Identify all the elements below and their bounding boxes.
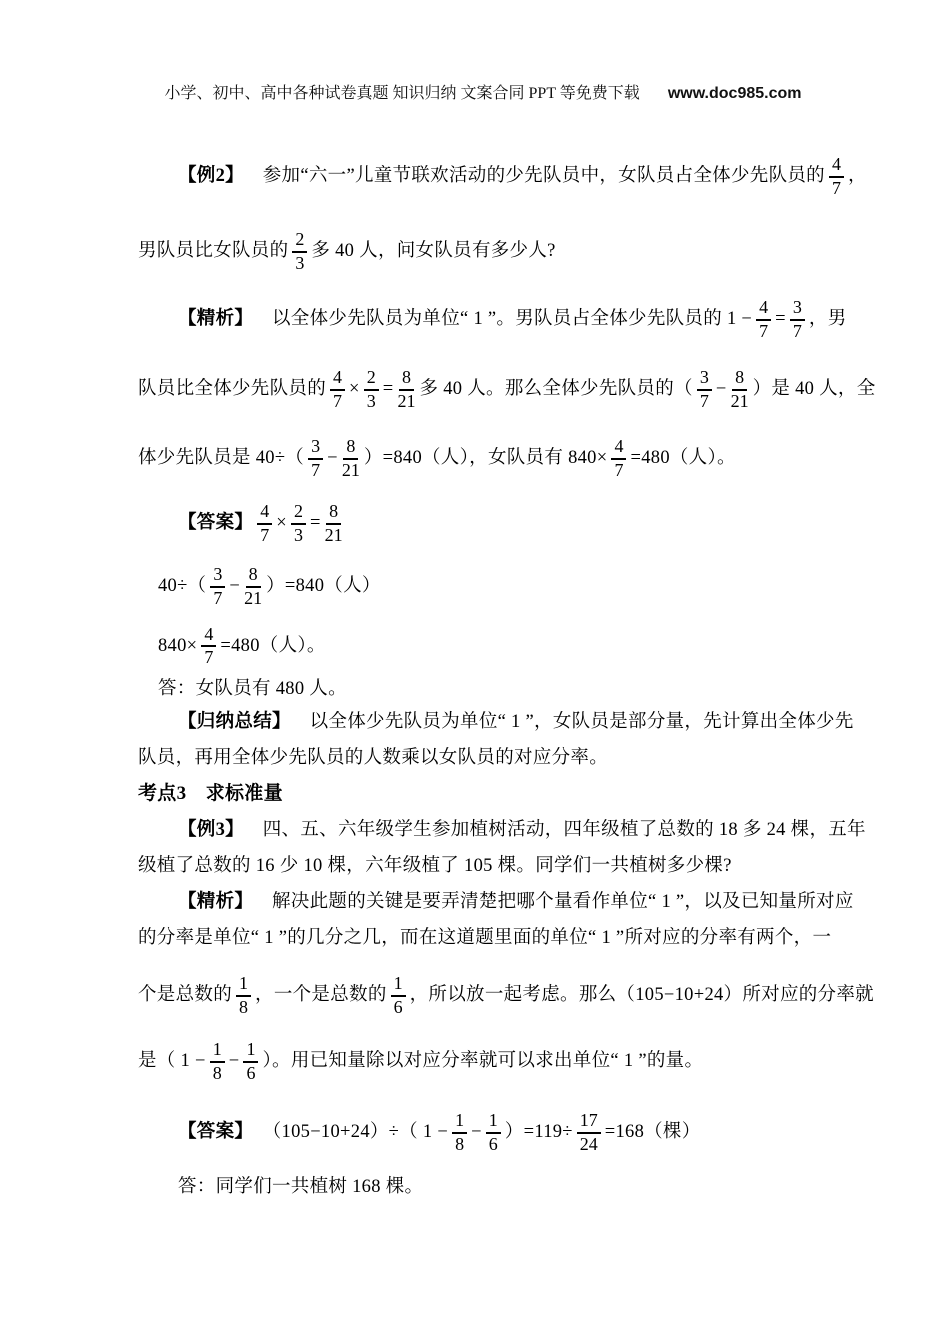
fraction-denominator: 7 <box>204 647 214 667</box>
fraction-numerator: 8 <box>343 437 358 459</box>
fraction-numerator: 3 <box>210 565 225 587</box>
fraction-denominator: 3 <box>295 252 305 273</box>
fraction <box>201 625 216 668</box>
fraction-numerator: 3 <box>308 437 323 459</box>
text-run: 的分率是单位“ 1 ”的几分之几，而在这道题里面的单位“ 1 ”所对应的分率有两个，一 <box>138 927 832 948</box>
example3-question-line1 <box>138 812 866 848</box>
text-run: =168（棵） <box>604 1122 701 1143</box>
fraction-denominator: 24 <box>579 1133 598 1154</box>
fraction-denominator: 21 <box>730 390 749 411</box>
text-run: − <box>715 379 727 400</box>
text-run: 840× <box>158 635 198 656</box>
fraction <box>210 1040 225 1083</box>
fraction-numerator: 4 <box>201 625 216 647</box>
fraction-denominator: 6 <box>393 996 403 1017</box>
example2-answer-line3 <box>138 618 855 674</box>
fraction-denominator: 8 <box>239 996 249 1017</box>
fraction-numerator: 4 <box>257 502 272 524</box>
fraction <box>244 565 262 608</box>
fraction-denominator: 7 <box>260 524 270 545</box>
bold-label: 【答案】 <box>178 1122 254 1143</box>
example2-answer-line2 <box>138 555 855 618</box>
text-run: − <box>228 1051 240 1072</box>
fraction <box>611 437 626 480</box>
text-run: ）=119÷ <box>504 1122 573 1143</box>
text-run: = <box>309 513 321 534</box>
fraction <box>697 368 712 411</box>
fraction-denominator: 21 <box>324 524 343 545</box>
bold-label: 考点3 求标准量 <box>138 782 283 804</box>
fraction <box>257 502 272 545</box>
text-run: ，所以放一起考虑。那么（105−10+24）所对应的分率就 <box>409 985 874 1006</box>
fraction-numerator: 1 <box>210 1040 225 1062</box>
fraction <box>790 298 805 341</box>
example2-analysis-line2 <box>138 358 876 421</box>
fraction-denominator: 7 <box>699 390 709 411</box>
bold-label: 【例3】 <box>178 819 244 840</box>
example3-analysis-line2 <box>138 920 855 956</box>
site-url: www.doc985.com <box>667 85 802 102</box>
text-run: 以全体少先队员为单位“ 1 ”，女队员是部分量，先计算出全体少先 <box>290 711 854 732</box>
fraction-numerator: 8 <box>732 368 747 390</box>
fraction <box>731 368 749 411</box>
example2-analysis-line1 <box>138 288 855 351</box>
fraction-numerator: 8 <box>246 565 261 587</box>
fraction-denominator: 8 <box>455 1133 465 1154</box>
text-run: ，一个是总数的 <box>255 985 387 1006</box>
fraction <box>452 1111 467 1154</box>
fraction-denominator: 7 <box>792 320 802 341</box>
text-run: ）=840（人），女队员有 840× <box>363 448 608 469</box>
text-run: = <box>382 379 394 400</box>
example2-analysis-line3 <box>138 427 855 490</box>
fraction-denominator: 21 <box>244 587 263 608</box>
text-run: ， <box>847 166 867 187</box>
example3-analysis-line3 <box>138 964 874 1027</box>
document-body <box>138 145 876 1204</box>
fraction <box>210 565 225 608</box>
example2-summary-line2 <box>138 740 855 776</box>
text-run: = <box>775 309 786 330</box>
example3-analysis-line4 <box>138 1030 855 1093</box>
fraction-numerator: 3 <box>790 298 805 320</box>
fraction <box>243 1040 258 1083</box>
text-run: 队员比全体少先队员的 <box>138 379 327 400</box>
fraction <box>308 437 323 480</box>
text-run: − <box>471 1122 482 1143</box>
fraction-denominator: 21 <box>397 390 416 411</box>
fraction-numerator: 3 <box>697 368 712 390</box>
fraction-denominator: 3 <box>293 524 303 545</box>
text-run: 队员，再用全体少先队员的人数乘以女队员的对应分率。 <box>138 747 609 768</box>
header-promo-text: 小学、初中、高中各种试卷真题 知识归纳 文案合同 PPT 等免费下载 <box>164 85 640 102</box>
fraction-denominator: 3 <box>366 390 376 411</box>
fraction-numerator: 17 <box>577 1111 601 1133</box>
example3-answer-line1 <box>138 1101 855 1164</box>
text-run: 答：女队员有 480 人。 <box>158 678 347 699</box>
fraction-denominator: 7 <box>614 459 624 480</box>
text-run: 参加“六一”儿童节联欢活动的少先队员中，女队员占全体少先队员的 <box>243 166 825 187</box>
fraction <box>391 974 406 1017</box>
text-run: =480（人）。 <box>220 635 326 656</box>
fraction-numerator: 4 <box>756 298 771 320</box>
text-run: 以全体少先队员为单位“ 1 ”。男队员占全体少先队员的 1 − <box>253 309 753 330</box>
text-run: 多 40 人。那么全体少先队员的（ <box>419 379 693 400</box>
text-run: − <box>327 448 338 469</box>
fraction <box>236 974 251 1017</box>
text-run: × <box>276 513 287 534</box>
fraction-numerator: 2 <box>291 502 306 524</box>
text-run: =480（人）。 <box>630 448 736 469</box>
fraction <box>397 368 415 411</box>
fraction-denominator: 7 <box>213 587 223 608</box>
fraction <box>325 502 343 545</box>
bold-label: 【精析】 <box>178 891 254 912</box>
fraction-denominator: 8 <box>212 1062 222 1083</box>
fraction <box>577 1111 601 1154</box>
example2-answer-line1 <box>138 492 855 555</box>
text-run: ）。用已知量除以对应分率就可以求出单位“ 1 ”的量。 <box>262 1051 704 1072</box>
fraction-numerator: 1 <box>486 1111 501 1133</box>
fraction-numerator: 8 <box>326 502 341 524</box>
example3-question-line2 <box>138 848 855 884</box>
fraction-denominator: 7 <box>831 177 841 198</box>
text-run: 40÷（ <box>158 576 207 597</box>
fraction-denominator: 7 <box>311 459 321 480</box>
fraction <box>292 230 307 273</box>
bold-label: 【例2】 <box>178 166 244 187</box>
fraction-numerator: 1 <box>236 974 251 996</box>
text-run: 个是总数的 <box>138 985 233 1006</box>
fraction <box>829 155 844 198</box>
text-run: 级植了总数的 16 少 10 棵，六年级植了 105 棵。同学们一共植树多少棵? <box>138 855 732 876</box>
bold-label: 【精析】 <box>178 309 254 330</box>
fraction-numerator: 8 <box>399 368 414 390</box>
example3-answer-sentence <box>138 1170 855 1204</box>
bold-label: 【归纳总结】 <box>178 711 291 732</box>
text-run: 男队员比女队员的 <box>138 241 289 262</box>
text-run: ）是 40 人，全 <box>752 379 876 400</box>
text-run: − <box>229 576 241 597</box>
fraction <box>330 368 345 411</box>
page-header <box>0 62 950 121</box>
topic3-heading <box>138 776 855 812</box>
fraction <box>756 298 771 341</box>
text-run: 是（ 1 − <box>138 1051 206 1072</box>
fraction <box>486 1111 501 1154</box>
example2-answer-sentence <box>138 674 855 704</box>
text-run: 体少先队员是 40÷（ <box>138 448 305 469</box>
fraction-numerator: 1 <box>452 1111 467 1133</box>
fraction-denominator: 6 <box>246 1062 256 1083</box>
fraction-numerator: 1 <box>391 974 406 996</box>
text-run: ）=840（人） <box>266 576 381 597</box>
text-run: （105−10+24）÷（ 1 − <box>253 1122 449 1143</box>
text-run: × <box>349 379 360 400</box>
fraction-denominator: 6 <box>488 1133 498 1154</box>
fraction-numerator: 4 <box>829 155 844 177</box>
example2-summary-line1 <box>138 704 855 740</box>
fraction-numerator: 4 <box>611 437 626 459</box>
fraction <box>364 368 379 411</box>
text-run: ，男 <box>808 309 847 330</box>
text-run: 四、五、六年级学生参加植树活动，四年级植了总数的 18 多 24 棵，五年 <box>243 819 866 840</box>
fraction-denominator: 7 <box>759 320 769 341</box>
fraction-numerator: 2 <box>292 230 307 252</box>
fraction-denominator: 21 <box>341 459 360 480</box>
fraction-denominator: 7 <box>333 390 343 411</box>
example2-question-line1 <box>138 145 867 208</box>
text-run: 多 40 人，问女队员有多少人? <box>311 241 556 262</box>
example2-question-line2 <box>138 220 855 283</box>
fraction <box>291 502 306 545</box>
fraction-numerator: 4 <box>330 368 345 390</box>
fraction-numerator: 1 <box>243 1040 258 1062</box>
text-run: 解决此题的关键是要弄清楚把哪个量看作单位“ 1 ”，以及已知量所对应 <box>253 891 854 912</box>
text-run: 答：同学们一共植树 168 棵。 <box>178 1176 424 1197</box>
example3-analysis-line1 <box>138 884 855 920</box>
bold-label: 【答案】 <box>178 513 254 534</box>
fraction <box>342 437 360 480</box>
fraction-numerator: 2 <box>364 368 379 390</box>
